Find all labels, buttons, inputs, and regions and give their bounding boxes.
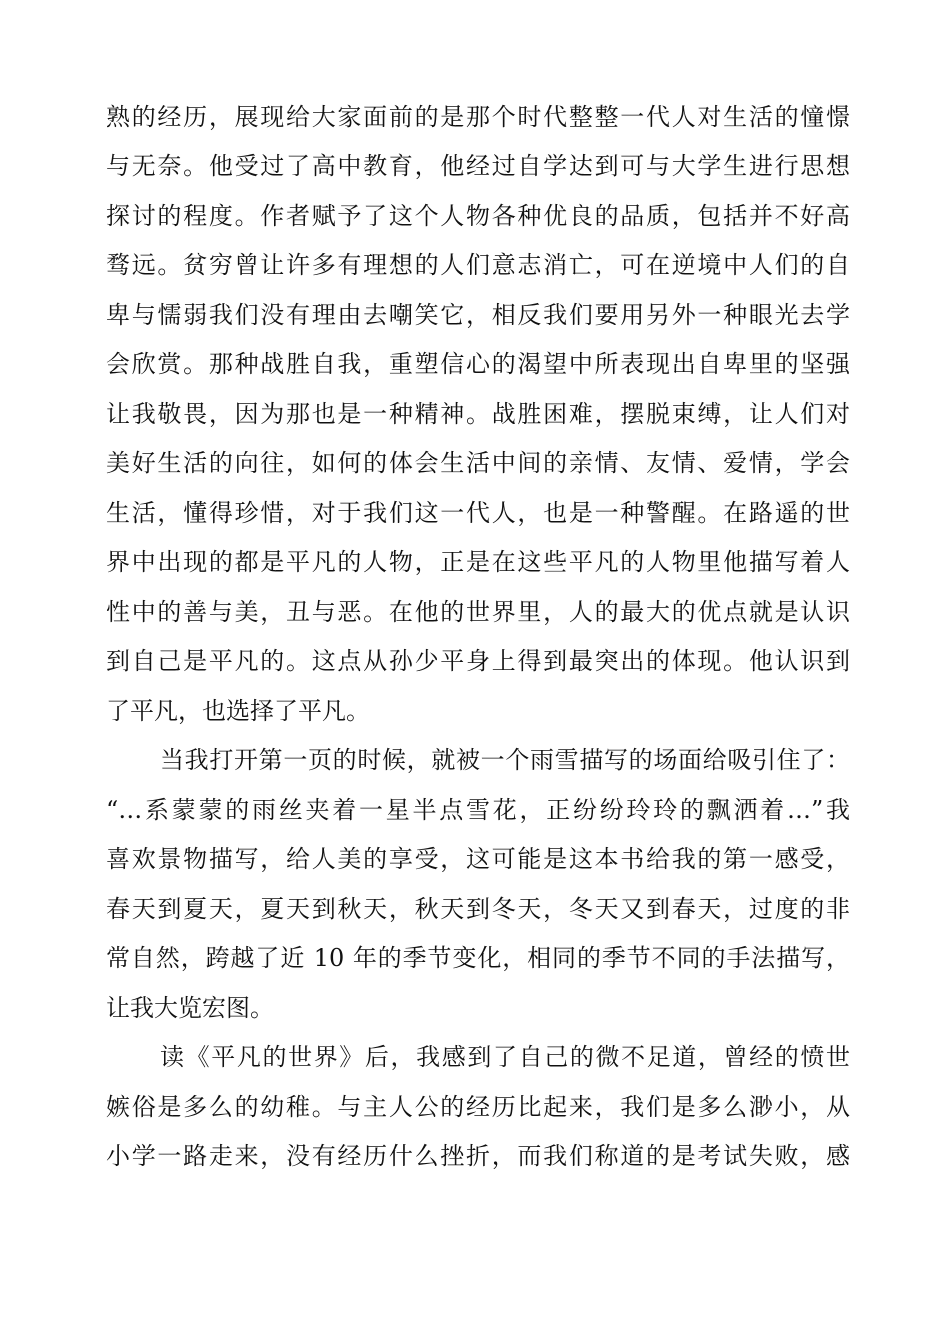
text-line: 界中出现的都是平凡的人物，正是在这些平凡的人物里他描写着人 (106, 548, 850, 576)
text-line: 卑与懦弱我们没有理由去嘲笑它，相反我们要用另外一种眼光去学 (106, 301, 850, 329)
text-line: “…系蒙蒙的雨丝夹着一星半点雪花，正纷纷玲玲的飘洒着…”我 (106, 796, 850, 824)
text-line: 了平凡，也选择了平凡。 (106, 697, 370, 725)
text-line: 常自然，跨越了近 10 年的季节变化，相同的季节不同的手法描写， (106, 944, 850, 972)
text-line: 生活，懂得珍惜，对于我们这一代人，也是一种警醒。在路遥的世 (106, 499, 850, 527)
text-line: 性中的善与美，丑与恶。在他的世界里，人的最大的优点就是认识 (106, 598, 850, 626)
text-line: 骛远。贫穷曾让许多有理想的人们意志消亡，可在逆境中人们的自 (106, 251, 850, 279)
text-line: 与无奈。他受过了高中教育，他经过自学达到可与大学生进行思想 (106, 152, 850, 180)
text-line: 喜欢景物描写，给人美的享受，这可能是这本书给我的第一感受， (106, 845, 850, 873)
text-line: 美好生活的向往，如何的体会生活中间的亲情、友情、爱情，学会 (106, 449, 850, 477)
paragraph-first-line: 当我打开第一页的时候，就被一个雨雪描写的场面给吸引住了： (160, 746, 850, 774)
text-line: 让我敬畏，因为那也是一种精神。战胜困难，摆脱束缚，让人们对 (106, 400, 850, 428)
text-line: 让我大览宏图。 (106, 994, 274, 1022)
text-line: 嫉俗是多么的幼稚。与主人公的经历比起来，我们是多么渺小，从 (106, 1093, 850, 1121)
paragraph-first-line: 读《平凡的世界》后，我感到了自己的微不足道，曾经的愤世 (160, 1043, 850, 1071)
text-line: 探讨的程度。作者赋予了这个人物各种优良的品质，包括并不好高 (106, 202, 850, 230)
text-line: 小学一路走来，没有经历什么挫折，而我们称道的是考试失败，感 (106, 1142, 850, 1170)
text-line: 会欣赏。那种战胜自我，重塑信心的渴望中所表现出自卑里的坚强 (106, 350, 850, 378)
text-line: 春天到夏天，夏天到秋天，秋天到冬天，冬天又到春天，过度的非 (106, 895, 850, 923)
text-line: 到自己是平凡的。这点从孙少平身上得到最突出的体现。他认识到 (106, 647, 850, 675)
text-line: 熟的经历，展现给大家面前的是那个时代整整一代人对生活的憧憬 (106, 103, 850, 131)
